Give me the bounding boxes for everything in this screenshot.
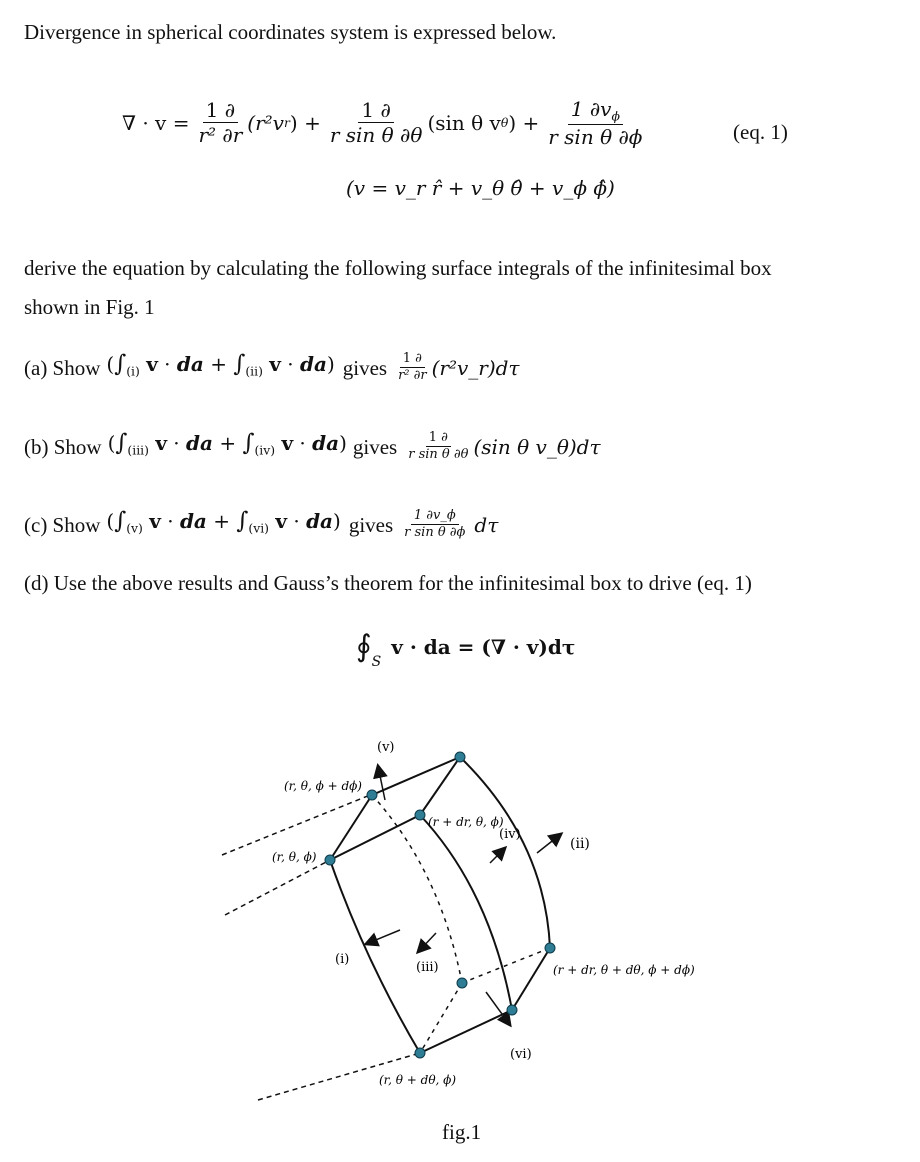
part-c-fraction — [401, 509, 468, 541]
box-vertex-node — [507, 1005, 517, 1015]
part-c-gives: gives — [348, 512, 394, 537]
part-c: (c) Show ($\int_{(v)}$ v · da + $\int_{(vi)}$ v · da) gives $\frac{1 \partial v\_\phi}{\text{r sin θ ∂ϕ}}$ dτ — [24, 508, 499, 541]
part-a-tail: (r²v_r)dτ — [431, 355, 520, 380]
part-b-fraction — [405, 431, 471, 463]
edge-bottom-front — [420, 1010, 512, 1053]
instruction-line-1: derive the equation by calculating the following surface integrals of the infinitesimal box — [24, 256, 772, 280]
part-c-label: (c) Show — [24, 512, 101, 537]
gauss-surface-sub: S — [371, 654, 382, 670]
box-vertex-node — [325, 855, 335, 865]
part-a-surface-2: (ii) — [245, 363, 263, 379]
eq1-term3-num-main: 1 ∂v — [570, 97, 612, 121]
eq1-term1-num: 1 ∂ — [203, 99, 238, 123]
face-label-iv: (iv) — [499, 827, 521, 842]
part-b-surface-2: (iv) — [254, 442, 276, 458]
part-a-frac-den: r² ∂r — [398, 368, 427, 384]
part-c-frac-num: 1 ∂v_ϕ — [411, 509, 459, 525]
face-label-ii: (ii) — [570, 836, 590, 852]
edge-bottom-right — [512, 948, 550, 1010]
eq1-lhs: ∇ · v = — [122, 110, 190, 135]
part-c-tail: dτ — [474, 512, 499, 537]
eq1-label: (eq. 1) — [733, 120, 788, 144]
guide-line-top — [222, 795, 370, 855]
corner-label-r-dtheta-phi: (r, θ + dθ, ϕ) — [379, 1073, 457, 1087]
eq1-term3-fraction — [545, 98, 645, 148]
face-label-v: (v) — [377, 740, 395, 755]
box-vertex-node — [545, 943, 555, 953]
corner-label-rdr-dtheta-dphi: (r + dr, θ + dθ, ϕ + dϕ) — [553, 963, 695, 977]
box-vertex-node — [415, 1048, 425, 1058]
edge-outer-arc — [460, 757, 550, 948]
guide-line-middle — [225, 860, 330, 915]
arrow-face-v — [378, 766, 385, 800]
part-a: (a) Show ($\int_{(i)}$ v · da + $\int_{(ii)}$ v · da) gives $\frac{1 \partial}{\text{r² ∂r}}$ (r²v_r)dτ — [24, 351, 520, 384]
instruction-line-2: shown in Fig. 1 — [24, 295, 155, 319]
part-b-frac-num: 1 ∂ — [426, 431, 451, 447]
figure-caption: fig.1 — [442, 1120, 482, 1144]
part-c-surface-1: (v) — [126, 520, 143, 536]
face-label-vi: (vi) — [510, 1047, 532, 1062]
eq1-term1-body: (r²v — [247, 110, 284, 135]
eq1-term1-fraction — [195, 99, 245, 146]
part-b-gives: gives — [352, 434, 398, 459]
gauss-body: v · da = (∇ · v)dτ — [391, 635, 576, 659]
gauss-theorem — [356, 624, 575, 670]
vector-definition: (v = v_r r̂ + v_θ θ̂ + v_ϕ ϕ̂) — [346, 176, 615, 200]
corner-label-r-theta-phi-dphi: (r, θ, ϕ + dϕ) — [284, 779, 362, 793]
box-vertex-node — [415, 810, 425, 820]
infinitesimal-box-figure — [0, 720, 920, 1140]
eq1-term2-body: (sin θ v — [427, 110, 501, 135]
part-a-gives: gives — [342, 355, 388, 380]
intro-text: Divergence in spherical coordinates system is expressed below. — [24, 20, 557, 44]
equation-1 — [122, 98, 647, 148]
part-b-surface-1: (iii) — [127, 442, 149, 458]
part-a-surface-1: (i) — [126, 363, 140, 379]
face-label-i: (i) — [335, 952, 350, 967]
corner-label-r-theta-phi: (r, θ, ϕ) — [272, 850, 317, 864]
part-d-text: (d) Use the above results and Gauss’s theorem for the infinitesimal box to drive (eq. 1) — [24, 571, 752, 595]
arrow-face-iv — [490, 848, 505, 863]
arrow-face-ii — [537, 834, 561, 853]
part-b: (b) Show ($\int_{(iii)}$ v · da + $\int_{(iv)}$ v · da) gives $\frac{1 \partial}{\text{r sin θ ∂θ}}$ (sin θ v_θ)dτ — [24, 430, 601, 463]
eq1-term2-close: ) + — [508, 110, 540, 135]
box-vertex-node — [367, 790, 377, 800]
part-a-label: (a) Show — [24, 355, 101, 380]
eq1-term2-sub: θ — [500, 115, 509, 131]
corner-label-rdr-theta-phi: (r + dr, θ, ϕ) — [428, 815, 504, 829]
eq1-term1-sub: r — [283, 115, 290, 131]
part-a-frac-num: 1 ∂ — [400, 352, 425, 368]
eq1-term2-num: 1 ∂ — [358, 99, 393, 123]
eq1-term1-den: r² ∂r — [198, 123, 243, 148]
box-vertex-node — [455, 752, 465, 762]
eq1-term3-den: r sin θ ∂ϕ — [548, 124, 643, 149]
arrow-face-iii — [418, 933, 436, 952]
part-b-tail: (sin θ v_θ)dτ — [473, 434, 601, 459]
eq1-term2-den: r sin θ ∂θ — [329, 123, 423, 148]
arrow-face-i — [366, 930, 400, 944]
box-vertex-node — [457, 978, 467, 988]
eq1-term3-num-sub: ϕ — [611, 108, 620, 124]
eq1-term2-fraction — [327, 99, 426, 146]
eq1-term3-num — [568, 98, 623, 125]
part-a-fraction — [395, 352, 430, 384]
eq1-term1-close: ) + — [289, 110, 321, 135]
part-b-label: (b) Show — [24, 434, 102, 459]
face-label-iii: (iii) — [416, 960, 439, 975]
part-c-surface-2: (vi) — [248, 520, 269, 536]
contour-integral-symbol: ∮ — [356, 629, 372, 664]
part-c-frac-den: r sin θ ∂ϕ — [404, 525, 466, 541]
part-b-frac-den: r sin θ ∂θ — [408, 447, 469, 463]
